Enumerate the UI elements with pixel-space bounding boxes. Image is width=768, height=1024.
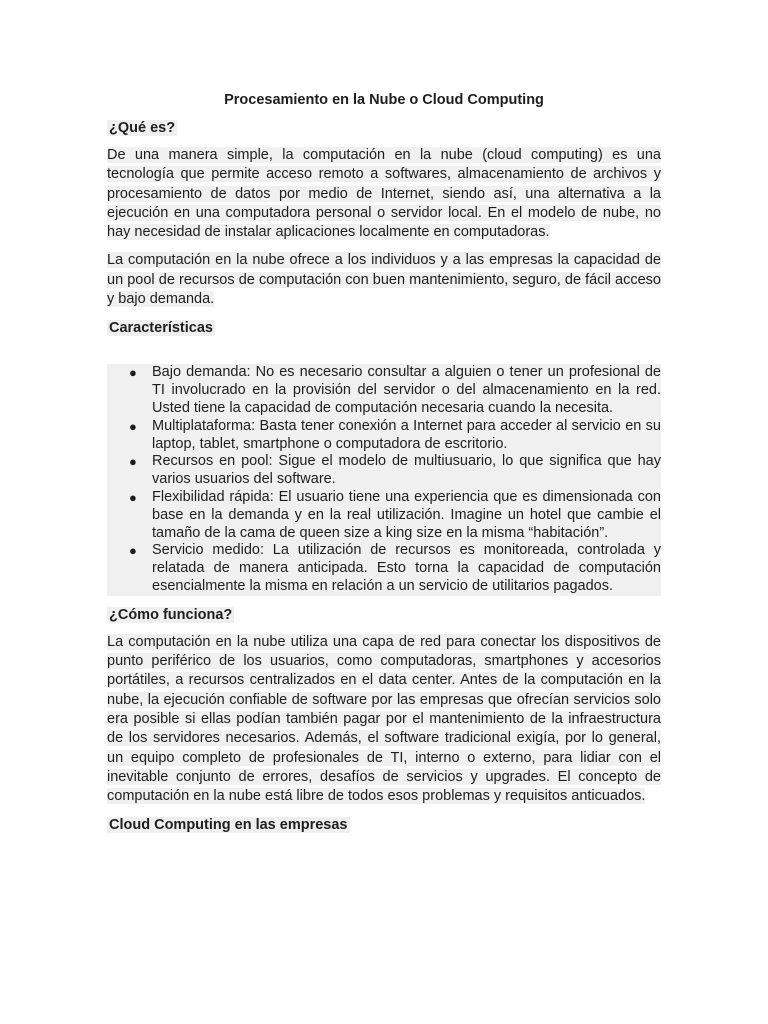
list-item-text: Flexibilidad rápida: El usuario tiene una experiencia que es dimensionada con base en la demanda y en la real utilización. Imagine un hotel que cambie el tamaño de la cama de queen size a king size en la misma “habitación”. [152, 488, 661, 541]
list-item [107, 364, 661, 417]
section-heading-como-funciona [107, 605, 661, 625]
section-heading-empresas-text: Cloud Computing en las empresas [109, 817, 348, 834]
list-item [107, 418, 661, 454]
paragraph-como-funciona [107, 633, 661, 807]
paragraph-text: La computación en la nube ofrece a los individuos y a las empresas la capacidad de un pool de recursos de computación con buen mantenimiento, seguro, de fácil acceso y bajo demanda. [107, 252, 661, 308]
section-heading-caracteristicas-text: Características [109, 320, 213, 337]
characteristics-list [107, 346, 661, 595]
bullet-dot-icon: ● [129, 365, 137, 381]
list-item-text: Multiplataforma: Basta tener conexión a Internet para acceder al servicio en su laptop, tablet, smartphone o computadora de escritorio. [152, 417, 661, 452]
list-item-text: Bajo demanda: No es necesario consultar a alguien o tener un profesional de TI involucrado en la provisión del servidor o del almacenamiento en la red. Usted tiene la capacidad de computación necesaria cuando la necesita. [152, 364, 661, 416]
paragraph-text: De una manera simple, la computación en la nube (cloud computing) es una tecnología que permite acceso remoto a softwares, almacenamiento de archivos y procesamiento de datos por medio de Internet, siendo así, una alternativa a la ejecución en una computadora personal o servidor local. En el modelo de nube, no hay necesidad de instalar aplicaciones localmente en computadoras. [107, 147, 661, 241]
bullet-dot-icon: ● [129, 543, 137, 559]
paragraph-que-es-1 [107, 146, 661, 242]
paragraph-que-es-2 [107, 251, 661, 309]
list-item-text: Servicio medido: La utilización de recursos es monitoreada, controlada y relatada de manera anticipada. Esto torna la capacidad de computación esencialmente la misma en relación a un servicio de utilitarios pagados. [152, 542, 661, 594]
list-item-text: Recursos en pool: Sigue el modelo de multiusuario, lo que significa que hay varios usuarios del software. [152, 453, 661, 488]
section-heading-que-es-text: ¿Qué es? [109, 120, 176, 136]
document-title: Procesamiento en la Nube o Cloud Computing [224, 92, 544, 108]
document-page [107, 90, 661, 843]
paragraph-text: La computación en la nube utiliza una capa de red para conectar los dispositivos de punto periférico de los usuarios, como computadoras, smartphones y accesorios portátiles, a recursos centralizados en el data center. Antes de la computación en la nube, la ejecución confiable de software por las empresas que ofrecían servicios solo era posible si ellas podían también pagar por el mantenimiento de la infraestructura de los servidores necesarios. Además, el software tradicional exigía, por lo general, un equipo completo de profesionales de TI, interno o externo, para lidiar con el inevitable conjunto de errores, desafíos de servicios y upgrades. El concepto de computación en la nube está libre de todos esos problemas y requisitos anticuados. [107, 633, 661, 805]
section-heading-empresas [107, 815, 661, 835]
bullet-dot-icon: ● [129, 454, 137, 470]
section-heading-como-funciona-text: ¿Cómo funciona? [109, 606, 233, 623]
list-item [107, 453, 661, 489]
list-item [107, 542, 661, 595]
section-heading-que-es [107, 118, 661, 138]
bullet-dot-icon: ● [129, 489, 137, 505]
bullet-dot-icon: ● [129, 418, 137, 434]
list-item [107, 489, 661, 542]
section-heading-caracteristicas [107, 318, 661, 338]
